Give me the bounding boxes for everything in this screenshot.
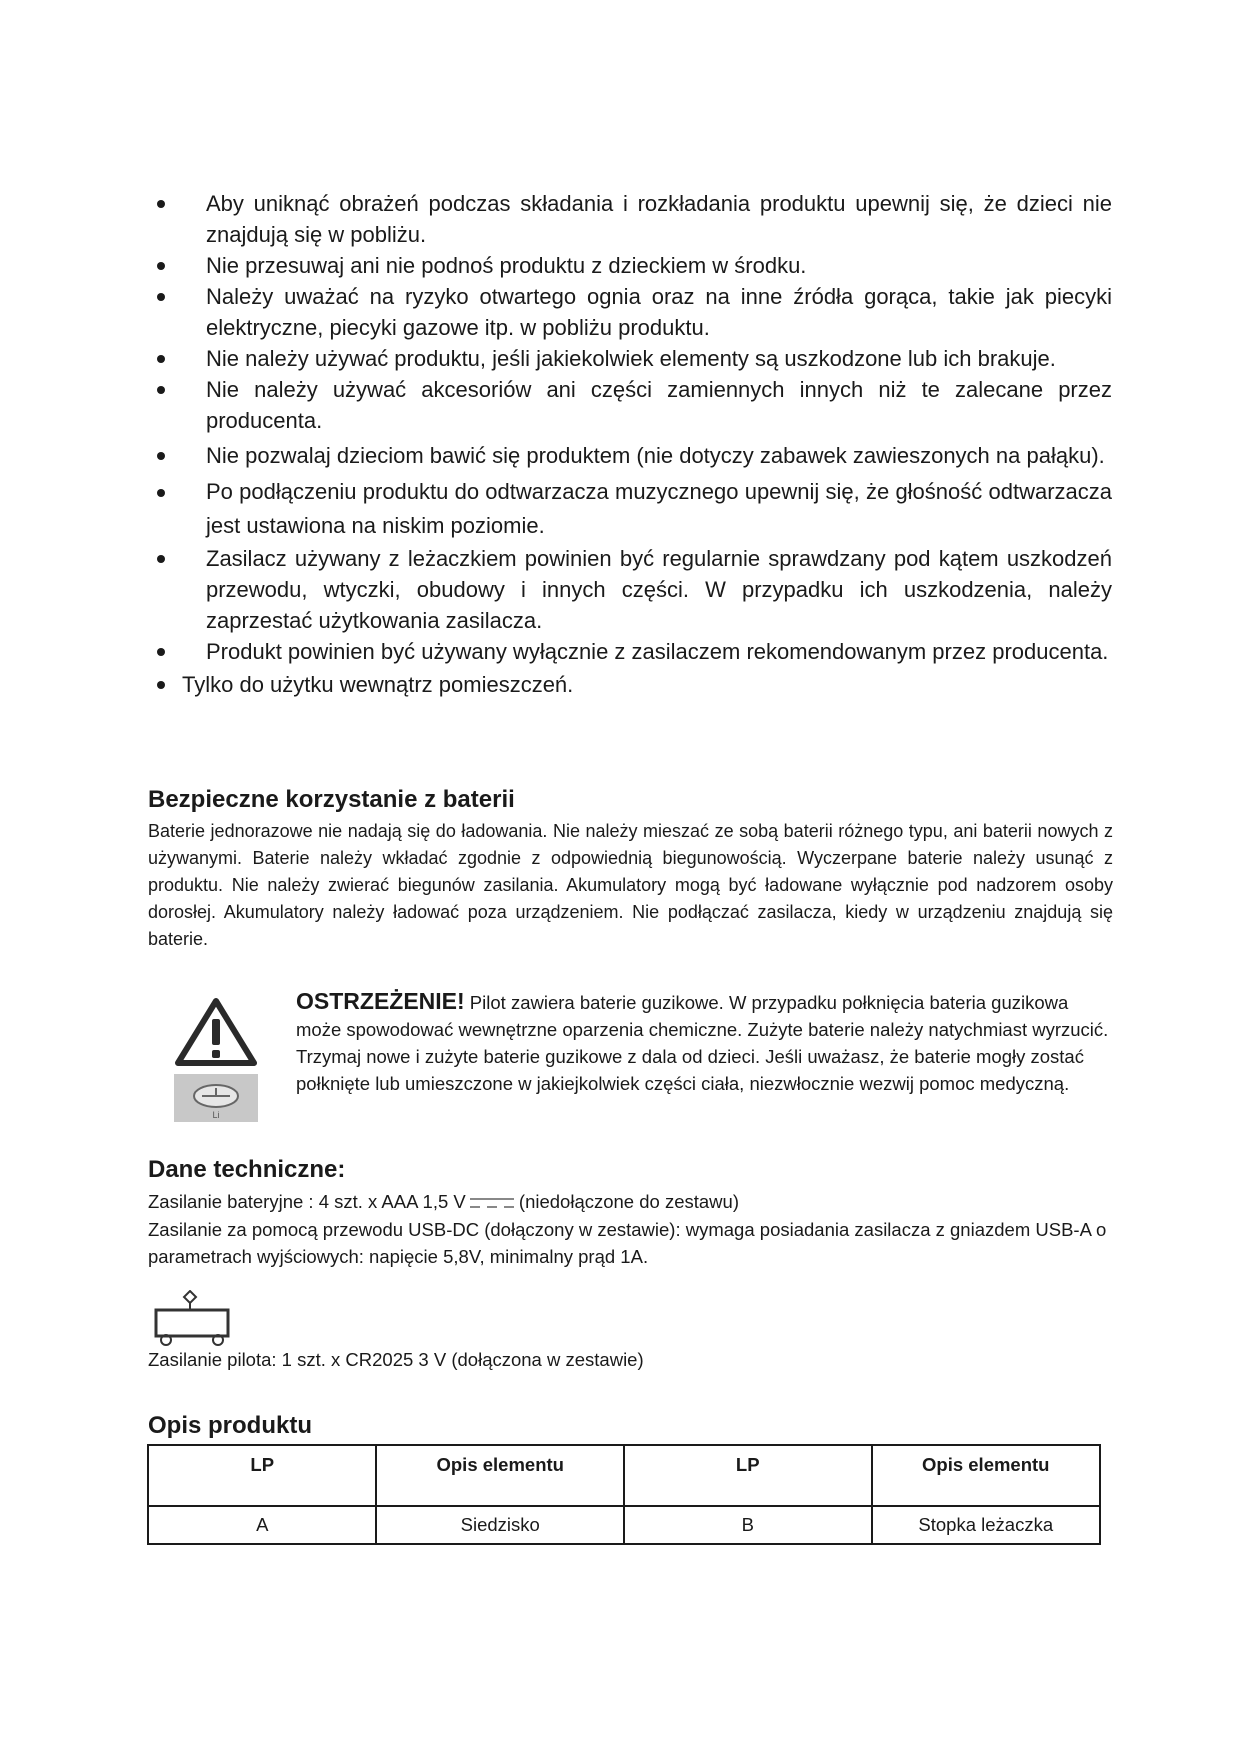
column-header: Opis elementu [376,1445,624,1506]
list-item: Po podłączeniu produktu do odtwarzacza muzycznego upewnij się, że głośność odtwarzacza jest ustawiona na niskim poziomie. [150,475,1112,543]
bullet-icon [157,648,165,656]
list-item: Tylko do użytku wewnątrz pomieszczeń. [150,669,1112,700]
product-table [147,1444,1101,1545]
battery-power-line: Zasilanie bateryjne : 4 szt. x AAA 1,5 V (niedołączone do zestawu) [148,1191,739,1212]
remote-device-icon [152,1290,234,1346]
bullet-icon [157,293,165,301]
warning-icons [174,997,258,1127]
dc-current-icon [470,1196,514,1210]
warning-text [296,988,1116,1097]
bullet-icon [157,681,165,689]
bullet-icon [157,200,165,208]
list-item: Aby uniknąć obrażeń podczas składania i rozkładania produktu upewnij się, że dzieci nie znajdują się w pobliżu. [150,188,1112,250]
table-cell: B [624,1506,872,1544]
list-item: Nie należy używać produktu, jeśli jakiekolwiek elementy są uszkodzone lub ich brakuje. [150,343,1112,374]
warning-body: Pilot zawiera baterie guzikowe. W przypadku połknięcia bateria guzikowa może spowodować wewnętrzne oparzenia chemiczne. Zużyte baterie należy natychmiast wyrzucić. Trzymaj nowe i zużyte baterie guzikowe z dala od dzieci. Jeśli uważasz, że baterie mogły zostać połknięte lub umieszczone w jakiejkolwiek części ciała, niezwłocznie wezwij pomoc medyczną. [296,992,1109,1094]
tech-heading: Dane techniczne: [148,1156,346,1183]
warning-label: OSTRZEŻENIE! [296,988,465,1014]
battery-safety-heading: Bezpieczne korzystanie z baterii [148,786,515,813]
remote-power-text: Zasilanie pilota: 1 szt. x CR2025 3 V (dołączona w zestawie) [148,1349,644,1370]
list-item: Produkt powinien być używany wyłącznie z zasilaczem rekomendowanym przez producenta. [150,636,1112,667]
table-row [148,1506,1100,1544]
safety-bullet-list [150,188,1112,700]
bullet-icon [157,489,165,497]
bullet-icon [157,355,165,363]
column-header: Opis elementu [872,1445,1101,1506]
list-item: Należy uważać na ryzyko otwartego ognia oraz na inne źródła gorąca, takie jak piecyki elektryczne, piecyki gazowe itp. w pobliżu produktu. [150,281,1112,343]
column-header: LP [148,1445,376,1506]
bullet-icon [157,452,165,460]
bullet-icon [157,262,165,270]
table-cell: A [148,1506,376,1544]
usb-power-text: Zasilanie za pomocą przewodu USB-DC (dołączony w zestawie): wymaga posiadania zasilacza z gniazdem USB-A o parametrach wyjściowych: napięcie 5,8V, minimalny prąd 1A. [148,1219,1107,1267]
column-header: LP [624,1445,872,1506]
list-item: Nie przesuwaj ani nie podnoś produktu z dzieckiem w środku. [150,250,1112,281]
bullet-icon [157,555,165,563]
warning-triangle-icon [174,997,258,1067]
battery-safety-text: Baterie jednorazowe nie nadają się do ładowania. Nie należy mieszać ze sobą baterii różnego typu, ani baterii nowych z używanymi. Baterie należy wkładać zgodnie z odpowiednią biegunowością. Wyczerpane baterie należy usunąć z produktu. Nie należy zwierać biegunów zasilania. Akumulatory mogą być ładowane wyłącznie pod nadzorem osoby dorosłej. Akumulatory należy ładować poza urządzeniem. Nie podłączać zasilacza, kiedy w urządzeniu znajdują się baterie. [148,821,1113,949]
bullet-icon [157,386,165,394]
list-item: Nie pozwalaj dzieciom bawić się produktem (nie dotyczy zabawek zawieszonych na pałąku). [150,440,1112,471]
button-battery-icon [174,1074,258,1122]
list-item: Nie należy używać akcesoriów ani części zamiennych innych niż te zalecane przez producenta. [150,374,1112,436]
list-item: Zasilacz używany z leżaczkiem powinien być regularnie sprawdzany pod kątem uszkodzeń przewodu, wtyczki, obudowy i innych części. W przypadku ich uszkodzenia, należy zaprzestać użytkowania zasilacza. [150,543,1112,636]
battery-icon-label: Li [212,1110,220,1120]
table-header-row [148,1445,1100,1506]
table-cell: Stopka leżaczka [872,1506,1101,1544]
table-cell: Siedzisko [376,1506,624,1544]
product-heading: Opis produktu [148,1412,312,1439]
